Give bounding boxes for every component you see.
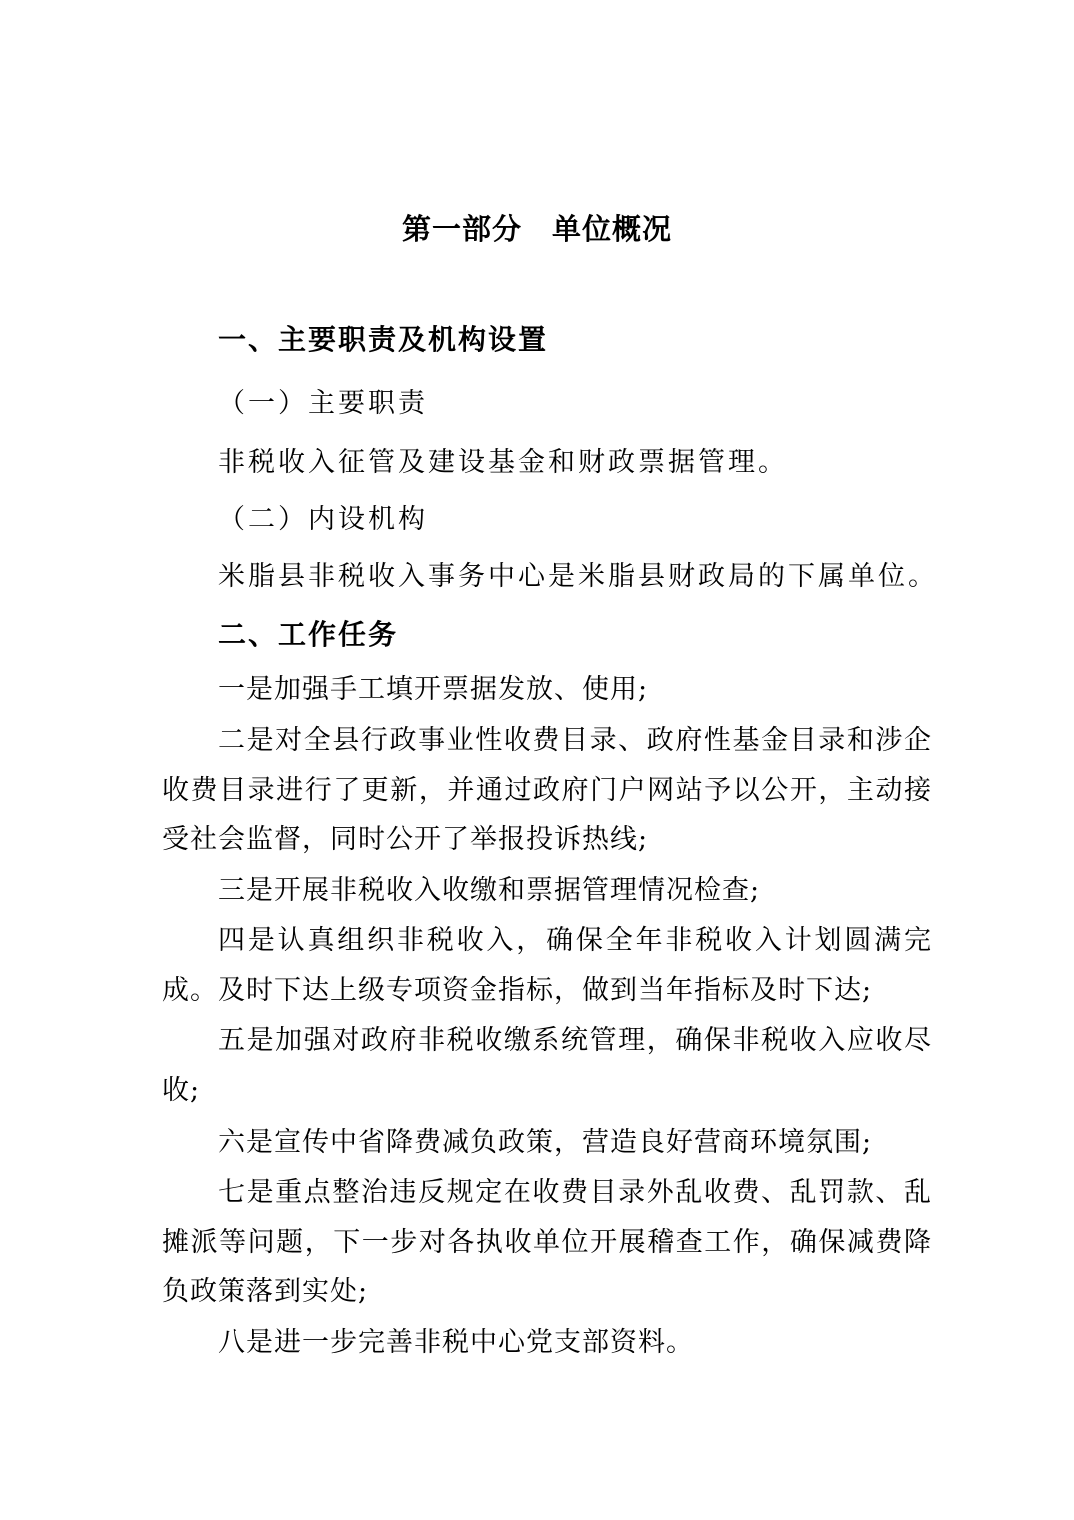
task-item: 四是认真组织非税收入，确保全年非税收入计划圆满完成。及时下达上级专项资金指标，做到当年指标及时下达; (162, 925, 932, 1006)
section-heading-responsibilities: 一、主要职责及机构设置 (218, 323, 549, 356)
task-item: 六是宣传中省降费减负政策，营造良好营商环境氛围; (218, 1127, 873, 1158)
main-duties-text: 非税收入征管及建设基金和财政票据管理。 (218, 447, 788, 478)
task-item: 一是加强手工填开票据发放、使用; (218, 674, 649, 705)
subsection-label-main-duties: （一）主要职责 (218, 388, 428, 419)
task-item: 七是重点整治违反规定在收费目录外乱收费、乱罚款、乱摊派等问题，下一步对各执收单位开展稽查工作，确保减费降负政策落到实处; (162, 1177, 932, 1307)
task-item: 八是进一步完善非税中心党支部资料。 (218, 1327, 694, 1358)
subsection-label-internal-units: （二）内设机构 (218, 504, 428, 535)
page-title: 第一部分 单位概况 (401, 212, 672, 246)
section-heading-tasks: 二、工作任务 (218, 618, 399, 651)
task-item: 二是对全县行政事业性收费目录、政府性基金目录和涉企收费目录进行了更新，并通过政府门户网站予以公开，主动接受社会监督，同时公开了举报投诉热线; (162, 725, 932, 855)
task-item: 五是加强对政府非税收缴系统管理，确保非税收入应收尽收; (162, 1025, 932, 1106)
task-item: 三是开展非税收入收缴和票据管理情况检查; (218, 875, 761, 906)
internal-units-text: 米脂县非税收入事务中心是米脂县财政局的下属单位。 (218, 561, 938, 592)
